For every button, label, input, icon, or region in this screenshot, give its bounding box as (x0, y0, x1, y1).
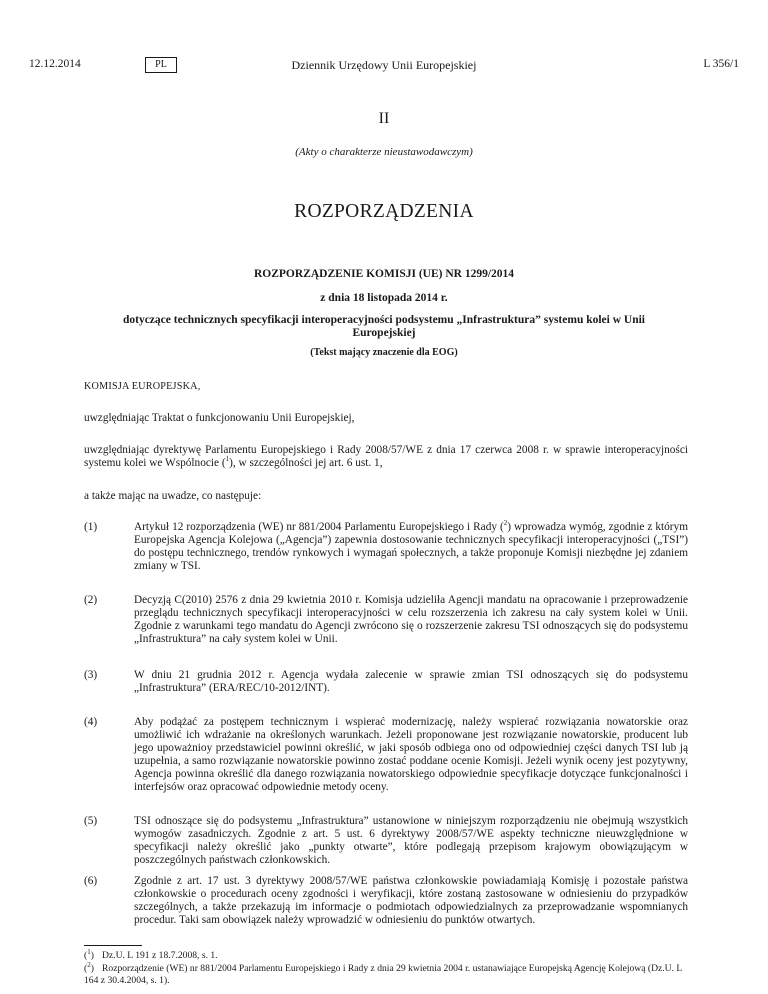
recital-directive (84, 444, 688, 470)
eea-relevance-note: (Tekst mający znaczenie dla EOG) (310, 347, 458, 358)
paragraph-text-b: ) wprowadza wymóg, zgodnie z którym Europejska Agencja Kolejowa („Agencja”) zapewnia dostosowanie technicznych specyfikacji interoperacyjności („TSI”) do postępu technicznego, trendów rynkowych i wymagań społecznych, a także proponuje Komisji niezbędne jej zdaniem zmiany w TSI. (134, 521, 688, 572)
journal-title: Dziennik Urzędowy Unii Europejskiej (291, 58, 477, 72)
regulation-title: ROZPORZĄDZENIE KOMISJI (UE) NR 1299/2014 (253, 268, 515, 280)
footnote-text: Rozporządzenie (WE) nr 881/2004 Parlamentu Europejskiego i Rady z dnia 29 kwietnia 2004 r. ustanawiające Europejską Agencję Kolejową (Dz.U. L 164 z 30.4.2004, s. 1). (84, 963, 682, 986)
paragraph-text: Aby podążać za postępem technicznym i wspierać modernizację, należy wspierać rozwiązania nowatorskie oraz umożliwić ich wdrażanie na określonych warunkach. Jeżeli proponowane jest rozwiązanie nowatorskie, producent lub jego upoważnioy przedstawiciel powinni określić, w jaki sposób odbiega ono od odpowiedniej części danych TSI lub ją uzupełnia, a samo rozwiązanie nowatorskie powinno zostać poddane ocenie Komisji. Jeżeli wynik oceny jest pozytywny, Agencja powinna określić dla danego rozwiązania nowatorskiego odpowiednie specyfikacje dotyczące funkcjonalności i interfejsów oraz opracować odpowiednie metody oceny. (134, 716, 688, 793)
paragraph-text: Decyzją C(2010) 2576 z dnia 29 kwietnia 2010 r. Komisja udzieliła Agencji mandatu na opracowanie i przeprowadzenie przeglądu technicznych specyfikacji interoperacyjności w celu rozszerzenia ich zakresu na cały system kolei w Unii. Zgodnie z warunkami tego mandatu do Agencji zwrócono się o rozszerzenie zakresu TSI odnoszących się do podsystemu „Infrastruktura” na cały system kolei w Unii. (134, 594, 688, 645)
paragraph-number: (5) (84, 815, 98, 827)
publication-date: 12.12.2014 (29, 58, 81, 70)
paragraph-text-a: Artykuł 12 rozporządzenia (WE) nr 881/2004 Parlamentu Europejskiego i Rady ( (134, 521, 504, 533)
paragraph-number: (6) (84, 875, 98, 887)
language-badge: PL (145, 57, 177, 73)
paragraph-text (134, 521, 688, 573)
recital-treaty: uwzględniając Traktat o funkcjonowaniu Unii Europejskiej, (84, 412, 355, 424)
footnote-divider (84, 945, 142, 946)
paragraph-text: W dniu 21 grudnia 2012 r. Agencja wydała zalecenie w sprawie zmian TSI odnoszących się do podsystemu „Infrastruktura” (ERA/REC/10-2012/INT). (134, 669, 688, 694)
paragraph-text: TSI odnoszące się do podsystemu „Infrastruktura” ustanowione w niniejszym rozporządzeniu nie obejmują wszystkich wymogów zasadniczych. Zgodnie z art. 5 ust. 6 dyrektywy 2008/57/WE aspekty techniczne nieuwzględnione w specyfikacji należy określić jako „punkty otwarte”, które podlegają przepisom krajowym obowiązującym w poszczególnych państwach członkowskich. (134, 815, 688, 866)
commission-heading: KOMISJA EUROPEJSKA, (84, 381, 201, 392)
recital-directive-text-a: uwzględniając dyrektywę Parlamentu Europejskiego i Rady 2008/57/WE z dnia 17 czerwca 2008 r. w sprawie interoperacyjności systemu kolei we Wspólnocie ( (84, 444, 688, 469)
footnote-ref-2[interactable]: 2 (503, 519, 508, 528)
paragraph-number: (4) (84, 716, 98, 728)
footnote-mark: ($^2$) (84, 960, 94, 974)
footnote (84, 960, 688, 987)
regulation-date: z dnia 18 listopada 2014 r. (320, 292, 448, 304)
page-reference: L 356/1 (703, 58, 739, 70)
section-heading: ROZPORZĄDZENIA (294, 201, 474, 222)
footnote-mark: ($^1$) (84, 947, 94, 961)
section-number: II (378, 110, 390, 127)
paragraph-text: Zgodnie z art. 17 ust. 3 dyrektywy 2008/57/WE państwa członkowskie powiadamiają Komisję i pozostałe państwa członkowskie o procedurach oceny zgodności i weryfikacji, które zostaną zastosowane w odniesieniu do przypadków szczególnych, a także przekazują im informacje o podmiotach odpowiedzialnych za przeprowadzanie wspomnianych procedur. Taki sam obowiązek należy wprowadzić w odniesieniu do punktów otwartych. (134, 875, 688, 926)
footnote-text: Dz.U. L 191 z 18.7.2008, s. 1. (102, 950, 218, 961)
footnote (84, 947, 688, 962)
whereas-intro: a także mając na uwadze, co następuje: (84, 490, 262, 502)
footnote-ref-1[interactable]: 1 (225, 455, 230, 464)
paragraph-number: (3) (84, 669, 98, 681)
paragraph-number: (2) (84, 594, 98, 606)
section-subtitle: (Akty o charakterze nieustawodawczym) (295, 146, 473, 158)
paragraph-number: (1) (84, 521, 98, 533)
recital-directive-text-b: ), w szczególności jej art. 6 ust. 1, (229, 457, 383, 469)
regulation-subject: dotyczące technicznych specyfikacji interoperacyjności podsystemu „Infrastruktura” systemu kolei w Unii Europejskiej (122, 314, 646, 339)
